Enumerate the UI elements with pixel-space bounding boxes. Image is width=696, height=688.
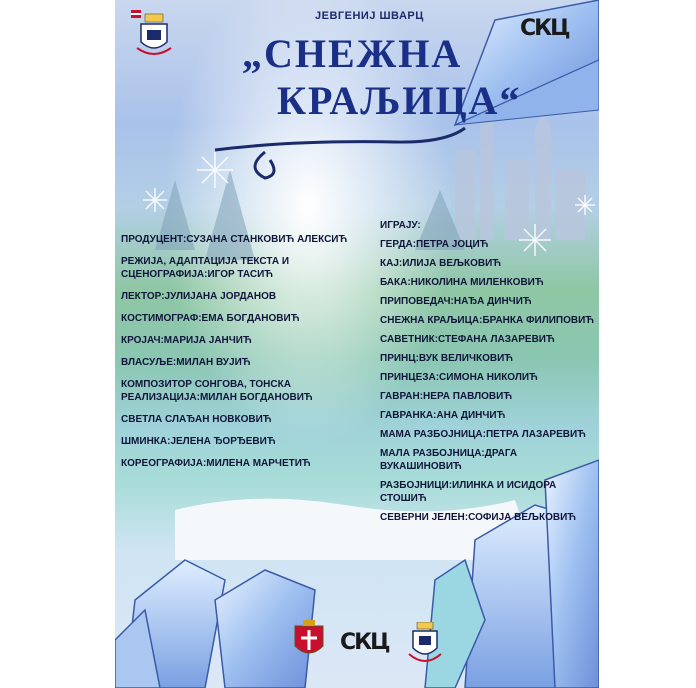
crew-item: КОСТИМОГРАФ:ЕМА БОГДАНОВИЋ (121, 313, 300, 324)
cast-item: ПРИНЦЕЗА:СИМОНА НИКОЛИЋ (380, 372, 538, 383)
crew-item: КОРЕОГРАФИЈА:МИЛЕНА МАРЧЕТИЋ (121, 458, 311, 469)
crew-item: ВЛАСУЉЕ:МИЛАН ВУЈИЋ (121, 357, 251, 368)
cast-heading: ИГРАЈУ: (380, 220, 421, 231)
skc-logo-top: СКЦ (520, 16, 569, 41)
crew-item: ЛЕКТОР:ЈУЛИЈАНА ЈОРДАНОВ (121, 291, 277, 302)
cast-item: СЕВЕРНИ ЈЕЛЕН:СОФИЈА ВЕЉКОВИЋ (380, 512, 577, 523)
cast-item: САВЕТНИК:СТЕФАНА ЛАЗАРЕВИЋ (380, 334, 555, 345)
cast-item: МАМА РАЗБОЈНИЦА:ПЕТРА ЛАЗАРЕВИЋ (380, 429, 586, 440)
ice-crystals-left (115, 560, 315, 688)
crew-item: ШМИНКА:ЈЕЛЕНА ЂОРЂЕВИЋ (121, 436, 276, 447)
crew-item: КОМПОЗИТОР СОНГОВА, ТОНСКА РЕАЛИЗАЦИЈА:МИЛАН БОГДАНОВИЋ (121, 379, 313, 403)
title-line-2: КРАЉИЦА“ (277, 78, 522, 123)
skc-logo-bottom: СКЦ (340, 630, 389, 655)
serbia-coat-of-arms-icon (293, 620, 325, 662)
cast-item: КАЈ:ИЛИЈА ВЕЉКОВИЋ (380, 258, 502, 269)
ribbon-swirl (215, 128, 465, 178)
cast-item: ГЕРДА:ПЕТРА ЈОЦИЋ (380, 239, 489, 250)
cast-item: РАЗБОЈНИЦИ:ИЛИНКА И ИСИДОРА СТОШИЋ (380, 480, 557, 504)
cast-item: ПРИНЦ:ВУК ВЕЛИЧКОВИЋ (380, 353, 514, 364)
title-line-1: „СНЕЖНА (242, 31, 463, 76)
crew-item: СВЕТЛА СЛАЂАН НОВКОВИЋ (121, 414, 272, 425)
crew-list (121, 233, 371, 479)
cast-item: МАЛА РАЗБОЈНИЦА:ДРАГА ВУКАШИНОВИЋ (380, 448, 518, 472)
author-name: ЈЕВГЕНИЈ ШВАРЦ (315, 10, 424, 22)
cast-item: ПРИПОВЕДАЧ:НАЂА ДИНЧИЋ (380, 296, 532, 307)
crew-item: КРОЈАЧ:МАРИЈА ЈАНЧИЋ (121, 335, 252, 346)
crew-item: ПРОДУЦЕНТ:СУЗАНА СТАНКОВИЋ АЛЕКСИЋ (121, 234, 348, 245)
poster (115, 0, 599, 688)
cast-item: БАКА:НИКОЛИНА МИЛЕНКОВИЋ (380, 277, 544, 288)
cast-item: СНЕЖНА КРАЉИЦА:БРАНКА ФИЛИПОВИЋ (380, 315, 595, 326)
cast-item: ГАВРАНКА:АНА ДИНЧИЋ (380, 410, 506, 421)
cast-item: ГАВРАН:НЕРА ПАВЛОВИЋ (380, 391, 513, 402)
city-coat-of-arms-icon (405, 622, 445, 668)
crew-item: РЕЖИЈА, АДАПТАЦИЈА ТЕКСТА И СЦЕНОГРАФИЈА:ИГОР ТАСИЋ (121, 256, 290, 280)
cast-list (380, 219, 599, 530)
coat-of-arms-icon (127, 8, 175, 60)
